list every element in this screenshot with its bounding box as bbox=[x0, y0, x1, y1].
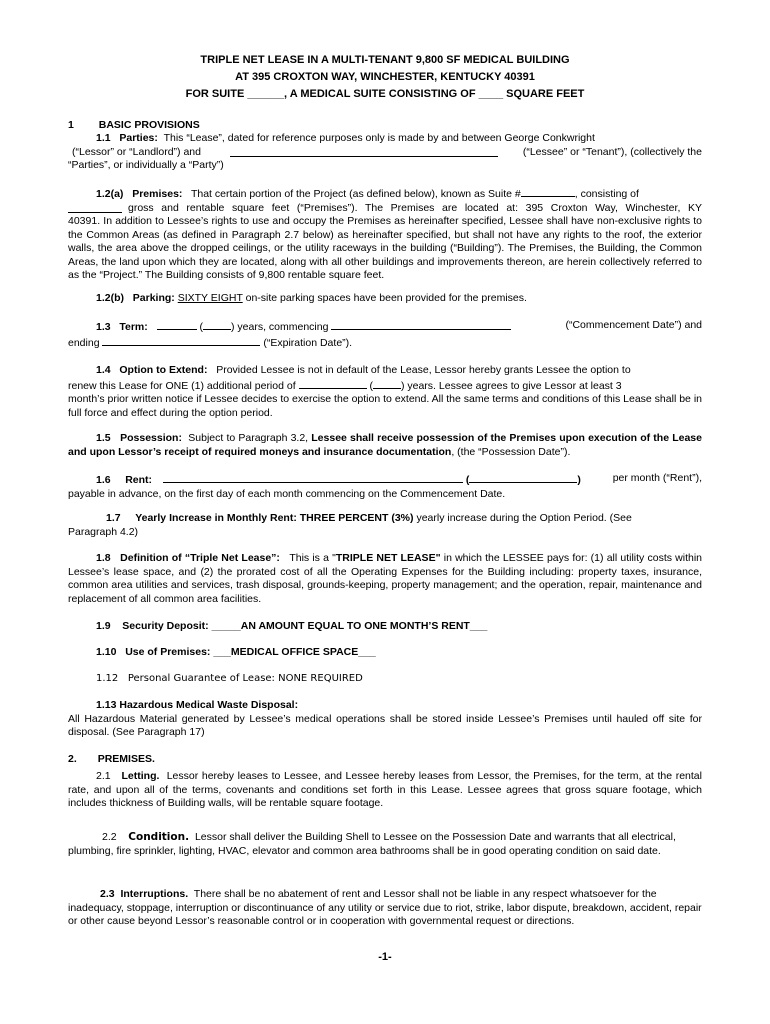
document-title-line-3: FOR SUITE ______, A MEDICAL SUITE CONSISTING OF ____ SQUARE FEET bbox=[185, 88, 585, 100]
clause-number: 2.2 bbox=[102, 831, 117, 843]
expiration-date-blank[interactable] bbox=[102, 335, 260, 346]
clause-1-5 bbox=[68, 432, 702, 459]
clause-text: Lessor hereby leases to Lessee, and Lessee hereby leases from Lessor, the Premises, for the term, at the rental rate, and upon all of the terms, covenants and conditions set forth in this Lease. Lessee agrees that gross square footage, which includes thickness of Building walls, will be rentable square footage. bbox=[68, 770, 702, 809]
clause-text: renew this Lease for ONE (1) additional period of bbox=[68, 379, 296, 392]
clause-text: That certain portion of the Project (as defined below), known as Suite # bbox=[190, 188, 521, 200]
clause-label: Letting. bbox=[121, 770, 160, 782]
clause-number: 1.9 bbox=[96, 620, 111, 632]
clause-label: Security Deposit: bbox=[122, 620, 209, 632]
clause-label: Hazardous Medical Waste Disposal: bbox=[119, 699, 299, 711]
clause-text: (“Lessee” or “Tenant”), (collectively the bbox=[522, 145, 702, 158]
clause-text: 40391. In addition to Lessee’s rights to use and occupy the Premises as hereinafter specified, Lessee shall have non-exclusive rights to the Common Areas (as defined in Paragraph 2.7 below) as hereinafter specified, but shall not have any rights to the roof, the exterior walls, the area above the dropped ceilings, or the utility raceways in the building (“Building”). The Premises, the Building, the Common Areas, the land upon which they are located, along with all other buildings and improvements thereon, are herein collectively referred to as the “Project.” The Building consists of 9,800 rentable square feet. bbox=[68, 215, 702, 281]
clause-1-12 bbox=[68, 672, 702, 686]
clause-label: Condition. bbox=[128, 831, 190, 843]
section-number: 1 bbox=[68, 119, 74, 131]
clause-text: ( bbox=[465, 474, 470, 486]
clause-text: Provided Lessee is not in default of the Lease, Lessor hereby grants Lessee the option to bbox=[216, 364, 631, 376]
page-number: -1- bbox=[378, 951, 392, 963]
option-period-blank[interactable] bbox=[299, 378, 367, 389]
clause-text: in which the LESSEE pays for: (1) all utility costs within Lessee’s lease space, and (2) the prorated cost of all the Operating Expenses for the Building including: property taxes, insurance, common area utilities and services, trash disposal, grounds-keeping, property management; and the operation, repair, maintenance and replacement of all common area facilities. bbox=[68, 552, 703, 605]
clause-1-2b bbox=[68, 292, 702, 306]
clause-text: Subject to Paragraph 3.2, bbox=[188, 432, 309, 444]
clause-text: on-site parking spaces have been provided for the premises. bbox=[245, 292, 527, 304]
clause-label: Premises: bbox=[132, 188, 183, 200]
clause-label: Parties: bbox=[119, 132, 158, 144]
clause-number: 1.6 bbox=[96, 474, 111, 486]
clause-label: Use of Premises: bbox=[125, 646, 211, 658]
clause-2-3 bbox=[68, 888, 702, 929]
clause-text: ending bbox=[68, 336, 100, 349]
clause-text: years, commencing bbox=[237, 321, 329, 333]
clause-text: ( bbox=[369, 379, 373, 392]
use-of-premises-value: ___MEDICAL OFFICE SPACE___ bbox=[213, 646, 376, 658]
section-2-heading bbox=[68, 753, 702, 767]
clause-number: 1.2(b) bbox=[96, 292, 125, 304]
clause-label: Definition of “Triple Net Lease”: bbox=[120, 552, 280, 564]
rent-amount-words-blank[interactable] bbox=[163, 472, 463, 483]
clause-text: month’s prior written notice if Lessee decides to exercise the option to extend. All the same terms and conditions of this Lease shall be in full force and effect during the option period. bbox=[68, 393, 702, 419]
square-feet-blank[interactable] bbox=[68, 202, 122, 213]
clause-number: 2.3 bbox=[100, 888, 115, 900]
clause-number: 1.7 bbox=[106, 512, 121, 524]
clause-text: ) bbox=[577, 474, 581, 486]
clause-number: 1.10 bbox=[96, 646, 117, 658]
clause-1-3: 1.3 Term: ( ) years, commencing (“Commencement Date”) and ending (“Expiration Date”). bbox=[68, 319, 702, 349]
clause-text: (“Commencement Date”) and bbox=[565, 319, 702, 331]
clause-1-7 bbox=[68, 512, 702, 539]
clause-text: payable in advance, on the first day of each month commencing on the Commencement Date. bbox=[68, 487, 506, 500]
term-years-blank[interactable] bbox=[157, 319, 197, 330]
clause-number: 1.2(a) bbox=[96, 188, 124, 200]
clause-label: Yearly Increase in Monthly Rent: THREE PERCENT (3%) bbox=[135, 512, 414, 524]
clause-number: 1.12 bbox=[96, 673, 119, 684]
section-title: PREMISES. bbox=[97, 753, 155, 765]
clause-1-4 bbox=[68, 364, 702, 420]
clause-1-2a bbox=[68, 186, 702, 283]
clause-text: yearly increase during the Option Period. (See bbox=[416, 512, 632, 524]
clause-1-13 bbox=[68, 699, 702, 740]
clause-text: gross and rentable square feet (“Premises”). The Premises are located at: 395 Croxton Way, Winchester, KY bbox=[128, 201, 702, 214]
clause-text: per month (“Rent”), bbox=[612, 472, 702, 484]
clause-label: Term: bbox=[119, 321, 148, 333]
clause-label: Rent: bbox=[125, 474, 153, 486]
clause-1-10 bbox=[68, 646, 702, 660]
clause-bold-text: Lessee shall receive possession of the Premises upon execution of the Lease and upon Lessor’s receipt of required moneys and insurance documentation bbox=[68, 432, 702, 458]
clause-text: , (the “Possession Date”). bbox=[451, 445, 571, 458]
clause-1-8 bbox=[68, 552, 702, 606]
clause-number: 2.1 bbox=[96, 770, 111, 782]
clause-label: Interruptions. bbox=[120, 888, 189, 900]
clause-text: “Parties”, or individually a “Party”) bbox=[68, 159, 224, 171]
clause-text: , consisting of bbox=[574, 188, 639, 200]
security-deposit-value: _____AN AMOUNT EQUAL TO ONE MONTH’S RENT___ bbox=[211, 620, 488, 632]
document-title-line-1: TRIPLE NET LEASE IN A MULTI-TENANT 9,800 SF MEDICAL BUILDING bbox=[200, 54, 570, 66]
clause-2-1 bbox=[68, 770, 702, 811]
tenant-name-blank[interactable] bbox=[230, 146, 498, 157]
clause-label: Option to Extend: bbox=[119, 364, 208, 376]
clause-text: There shall be no abatement of rent and Lessor shall not be liable in any respect whatsoever for the inadequacy, stoppage, interruption or discontinuance of any utility or service due to riot, strike, labor dispute, breakdown, accident, repair or other cause beyond Lessor’s reasonable control or in cooperation with governmental request or directions. bbox=[68, 888, 702, 927]
section-1-heading bbox=[68, 119, 702, 133]
clause-text: Personal Guarantee of Lease: NONE REQUIRED bbox=[127, 673, 363, 684]
clause-1-1 bbox=[68, 132, 702, 173]
clause-label: Parking: bbox=[132, 292, 175, 304]
clause-text: This is a " bbox=[289, 552, 336, 564]
clause-label: Possession: bbox=[120, 432, 182, 444]
clause-text: (“Expiration Date”). bbox=[263, 336, 353, 349]
clause-2-2 bbox=[68, 831, 702, 858]
clause-text: (“Lessor” or “Landlord”) and bbox=[72, 145, 201, 158]
parking-spaces-value: SIXTY EIGHT bbox=[177, 292, 243, 304]
clause-text: Paragraph 4.2) bbox=[68, 525, 139, 538]
section-title: BASIC PROVISIONS bbox=[98, 119, 200, 131]
rent-amount-numeric-blank[interactable] bbox=[469, 472, 577, 483]
clause-text: This “Lease”, dated for reference purposes only is made by and between George Conkwright bbox=[163, 132, 595, 144]
clause-number: 1.1 bbox=[96, 132, 111, 144]
term-years-numeric-blank[interactable] bbox=[203, 319, 231, 330]
clause-text: Lessor shall deliver the Building Shell to Lessee on the Possession Date and warrants that all electrical, plumbing, fire sprinkler, lighting, HVAC, elevator and common area bathrooms shall be in good operating condition on said date. bbox=[68, 831, 676, 857]
document-title-line-2: AT 395 CROXTON WAY, WINCHESTER, KENTUCKY 40391 bbox=[235, 71, 535, 83]
clause-number: 1.8 bbox=[96, 552, 111, 564]
clause-number: 1.13 bbox=[96, 699, 117, 711]
clause-number: 1.4 bbox=[96, 364, 111, 376]
clause-1-9 bbox=[68, 620, 702, 634]
section-number: 2. bbox=[68, 753, 77, 765]
commencement-date-blank[interactable] bbox=[331, 319, 511, 330]
suite-number-blank[interactable] bbox=[521, 186, 575, 197]
clause-1-6 bbox=[68, 472, 702, 501]
clause-text: All Hazardous Material generated by Lessee’s medical operations shall be stored inside Lessee’s Premises until hauled off site for disposal. (See Paragraph 17) bbox=[68, 712, 702, 738]
option-period-numeric-blank[interactable] bbox=[373, 378, 401, 389]
clause-text: ) years. Lessee agrees to give Lessor at least 3 bbox=[400, 379, 622, 392]
clause-number: 1.5 bbox=[96, 432, 111, 444]
clause-number: 1.3 bbox=[96, 321, 111, 333]
clause-bold-text: TRIPLE NET LEASE" bbox=[335, 552, 441, 564]
